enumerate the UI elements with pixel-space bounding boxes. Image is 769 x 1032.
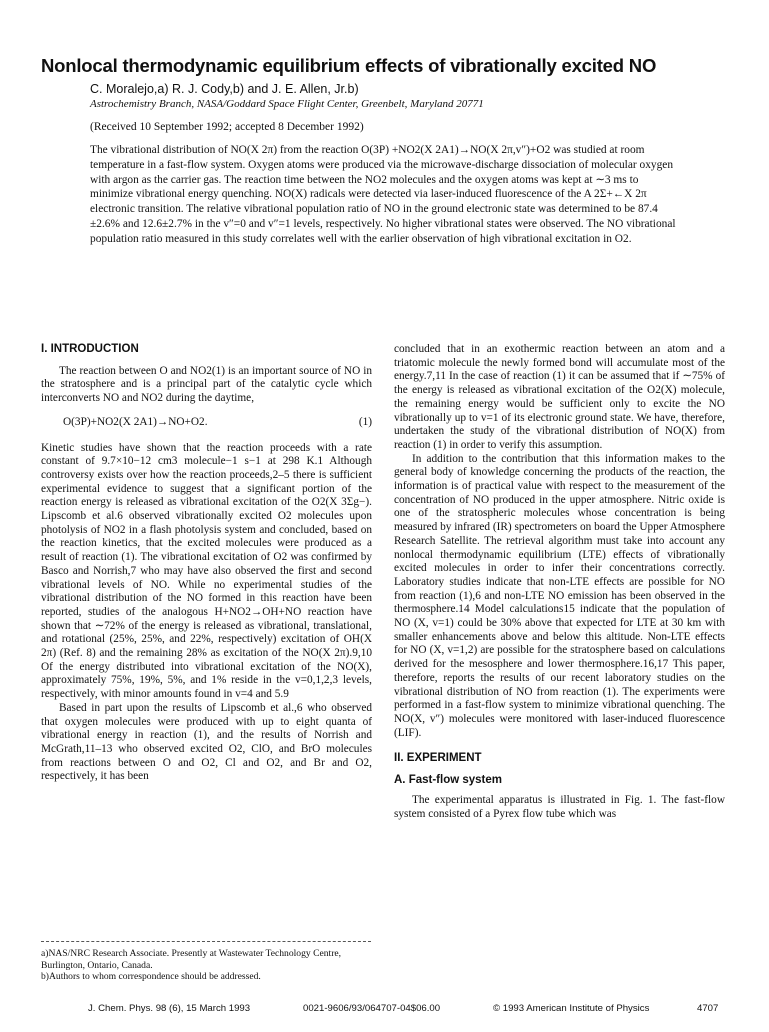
copyright: © 1993 American Institute of Physics — [493, 1003, 650, 1014]
intro-paragraph-2: Kinetic studies have shown that the reaction proceeds with a rate constant of 9.7×10−12 cm3 molecule−1 s−1 at 298 K.1 Although controversy exists over how the reaction proceeds,2–5 there is sufficient experimental evidence to suggest that a significant portion of the reaction energy is released as vibrational excitation of the O2(X 3Σg−). Lipscomb et al.6 observed vibrationally excited O2 molecules upon photolysis of NO2 in a flash photolysis system and concluded, based on the reaction kinetics, that the excited molecules were produced as a result of reaction (1). The vibrational excitation of O2 was confirmed by Basco and Norrish,7 who may have also observed the first and second vibrational levels of NO. While no experimental studies of the vibrational distribution of the NO formed in this reaction have been reported, studies of the analogous H+NO2→OH+NO reaction have shown that ∼72% of the energy is released as vibrational, translational, and rotational (25%, 25%, and 22%, respectively) excitation of OH(X 2π) (Ref. 8) and the remaining 28% as excitation of the NO(X 2π).9,10 Of the energy distributed into vibrational excitation of the NO(X), approximately 75%, 19%, 5%, and 1% reside in the v=0,1,2,3 levels, respectively, with minor amounts found in v=4 and 5.9 — [41, 441, 372, 701]
equation-body: O(3P)+NO2(X 2A1)→NO+O2. — [63, 415, 208, 428]
paper-title: Nonlocal thermodynamic equilibrium effects of vibrationally excited NO — [41, 55, 657, 76]
article-code: 0021-9606/93/064707-04$06.00 — [303, 1003, 441, 1014]
intro-paragraph-1: The reaction between O and NO2(1) is an important source of NO in the stratosphere and is a principal part of the catalytic cycle which interconverts NO and NO2 during the daytime, — [41, 364, 372, 405]
intro-heading: I. INTRODUCTION — [41, 343, 139, 355]
experiment-heading: II. EXPERIMENT — [394, 752, 482, 765]
experiment-paragraph-1: The experimental apparatus is illustrated in Fig. 1. The fast-flow system consisted of a Pyrex flow tube which was — [394, 793, 725, 820]
footnote-b: b)Authors to whom correspondence should be addressed. — [41, 971, 261, 982]
received-dates: (Received 10 September 1992; accepted 8 December 1992) — [90, 121, 364, 133]
equation-number: (1) — [358, 415, 372, 428]
left-column — [41, 343, 372, 784]
right-paragraph-1: concluded that in an exothermic reaction between an atom and a triatomic molecule the newly formed bond will accumulate most of the energy.7,11 In the case of reaction (1) it can be assumed that if ∼75% of the energy is released as vibrational excitation of the O2(X) molecule, the remaining energy would be sufficient only to excite the NO vibrationally up to v=1 of its electronic ground state. We have, therefore, undertaken the study of the vibrational distribution of NO(X) from reaction (1) in order to verify this assumption. — [394, 343, 725, 451]
footnotes — [41, 948, 376, 983]
fast-flow-heading: A. Fast-flow system — [394, 774, 502, 787]
right-column — [394, 343, 725, 821]
affiliation: Astrochemistry Branch, NASA/Goddard Space Flight Center, Greenbelt, Maryland 20771 — [90, 98, 484, 110]
footnote-divider — [41, 941, 371, 942]
right-paragraph-2: In addition to the contribution that this information makes to the general body of knowledge concerning the products of the reaction, the information is of practical value with respect to the measurement of the concentration of NO produced in the upper atmosphere. Nitric oxide is one of the stratospheric molecules whose concentration is being measured by infrared (IR) spectrometers on board the Upper Atmosphere Research Satellite. The retrieval algorithm must take into account any nonlocal thermodynamic equilibrium (LTE) effects of vibrationally excited molecules in order to infer their concentrations correctly. Laboratory studies indicate that non-LTE effects are possible for NO from reaction (1),6 and non-LTE NO emission has been observed in the thermosphere.14 Model calculations15 indicate that the population of NO (X, v=1) could be 30% above that expected for LTE at 30 km with smaller enhancements above and below this altitude. Non-LTE effects for NO (X, v=1,2) are possible for the stratosphere based on calculations derived for the mesosphere and lower thermosphere.16,17 This paper, therefore, reports the results of our recent laboratory studies on the vibrational distribution of NO from reaction (1). The experiments were performed in a fast-flow system to minimize vibrational quenching. The NO(X, v″) molecules were monitored with laser-induced fluorescence (LIF). — [394, 452, 725, 739]
page-number: 4707 — [697, 1003, 719, 1014]
abstract: The vibrational distribution of NO(X 2π) from the reaction O(3P) +NO2(X 2A1)→NO(X 2π,v″)+O2 was studied at room temperature in a fast-flow system. Oxygen atoms were produced via the microwave-discharge dissociation of molecular oxygen with argon as the carrier gas. The reaction time between the NO2 molecules and the oxygen atoms was kept at ∼3 ms to minimize vibrational energy quenching. NO(X) radicals were detected via laser-induced fluorescence of the A 2Σ+←X 2π electronic transition. The relative vibrational population ratio of NO in the ground electronic state was determined to be 87.4 ±2.6% and 12.6±2.7% in the v″=0 and v″=1 levels, respectively. No higher vibrational states were observed. The NO vibrational population ratio measured in this study correlates well with the earlier observation of high vibrational excitation in O2. — [90, 144, 676, 245]
equation-1 — [41, 416, 372, 430]
journal-citation: J. Chem. Phys. 98 (6), 15 March 1993 — [88, 1003, 251, 1014]
footnote-a: a)NAS/NRC Research Associate. Presently at Wastewater Technology Centre, Burlington, Ontario, Canada. — [41, 948, 342, 971]
author-list: C. Moralejo,a) R. J. Cody,b) and J. E. Allen, Jr.b) — [90, 82, 359, 96]
intro-paragraph-3: Based in part upon the results of Lipscomb et al.,6 who observed that oxygen molecules were produced with up to eight quanta of vibrational energy in reaction (1), and the results of Norrish and McGrath,11–13 who observed excited O2, ClO, and BrO molecules from reactions between O and O2, Cl and O2, and Br and O2, respectively, it has been — [41, 701, 372, 783]
